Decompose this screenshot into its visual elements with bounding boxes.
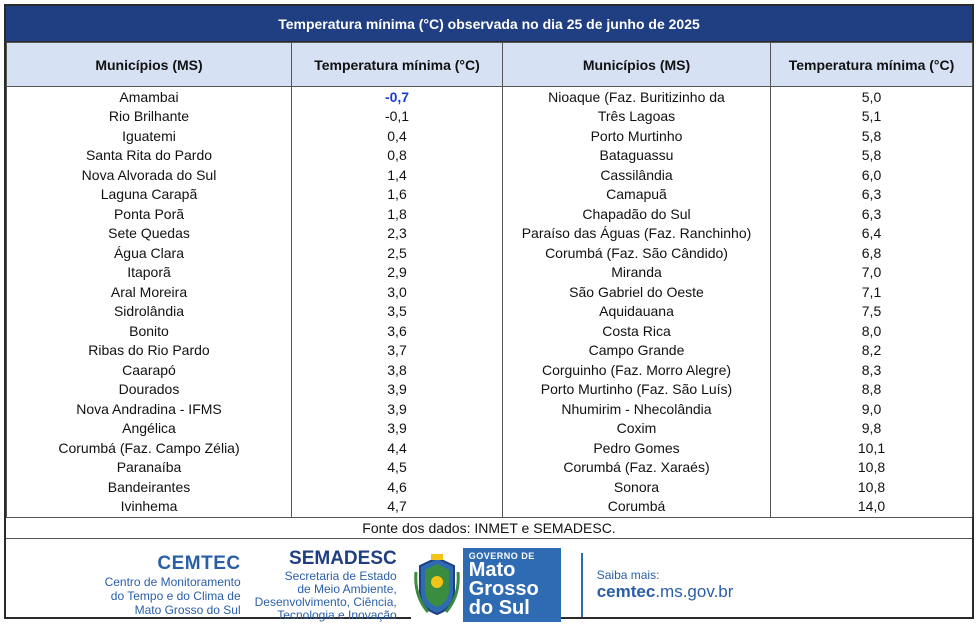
temperature-cell: 5,8 bbox=[771, 127, 973, 147]
municipio-cell: Nioaque (Faz. Buritizinho da bbox=[503, 87, 771, 108]
temperature-cell: 6,3 bbox=[771, 185, 973, 205]
municipio-cell: Coxim bbox=[503, 419, 771, 439]
municipio-cell: São Gabriel do Oeste bbox=[503, 283, 771, 303]
table-row bbox=[7, 497, 973, 517]
municipio-cell: Paraíso das Águas (Faz. Ranchinho) bbox=[503, 224, 771, 244]
table-row bbox=[7, 419, 973, 439]
municipio-cell: Laguna Carapã bbox=[7, 185, 292, 205]
footer-divider bbox=[581, 553, 583, 617]
more-info: Saiba mais: cemtec.ms.gov.br bbox=[596, 567, 734, 601]
temperature-cell: -0,1 bbox=[292, 107, 503, 127]
table-body bbox=[7, 87, 973, 517]
municipio-cell: Corguinho (Faz. Morro Alegre) bbox=[503, 361, 771, 381]
header-temp-right: Temperatura mínima (°C) bbox=[771, 43, 973, 87]
temperature-cell: 6,0 bbox=[771, 166, 973, 186]
temperature-cell: 9,0 bbox=[771, 400, 973, 420]
temperature-cell: 2,5 bbox=[292, 244, 503, 264]
table-row bbox=[7, 380, 973, 400]
temperature-cell: 8,0 bbox=[771, 322, 973, 342]
state-crest-icon bbox=[411, 548, 463, 622]
temperature-cell: 2,3 bbox=[292, 224, 503, 244]
table-row bbox=[7, 400, 973, 420]
temperature-cell: 10,1 bbox=[771, 439, 973, 459]
temperature-cell: 1,8 bbox=[292, 205, 503, 225]
municipio-cell: Corumbá (Faz. Campo Zélia) bbox=[7, 439, 292, 459]
table-row bbox=[7, 224, 973, 244]
municipio-cell: Santa Rita do Pardo bbox=[7, 146, 292, 166]
table-row bbox=[7, 283, 973, 303]
temperature-cell: 10,8 bbox=[771, 458, 973, 478]
temperature-cell: 5,0 bbox=[771, 87, 973, 108]
municipio-cell: Paranaíba bbox=[7, 458, 292, 478]
municipio-cell: Três Lagoas bbox=[503, 107, 771, 127]
municipio-cell: Sonora bbox=[503, 478, 771, 498]
temperature-cell: 4,7 bbox=[292, 497, 503, 517]
temperature-cell: 9,8 bbox=[771, 419, 973, 439]
temperature-cell: 7,5 bbox=[771, 302, 973, 322]
table-row bbox=[7, 322, 973, 342]
table-row bbox=[7, 87, 973, 108]
table-row bbox=[7, 361, 973, 381]
temperature-cell: 1,6 bbox=[292, 185, 503, 205]
municipio-cell: Camapuã bbox=[503, 185, 771, 205]
municipio-cell: Iguatemi bbox=[7, 127, 292, 147]
temperature-cell: 10,8 bbox=[771, 478, 973, 498]
temperature-cell: 1,4 bbox=[292, 166, 503, 186]
temperature-table bbox=[6, 42, 973, 517]
municipio-cell: Cassilândia bbox=[503, 166, 771, 186]
temperature-cell: 3,8 bbox=[292, 361, 503, 381]
header-municipio-right: Municípios (MS) bbox=[503, 43, 771, 87]
header-municipio-left: Municípios (MS) bbox=[7, 43, 292, 87]
municipio-cell: Corumbá (Faz. São Cândido) bbox=[503, 244, 771, 264]
temperature-cell: 4,6 bbox=[292, 478, 503, 498]
table-row bbox=[7, 263, 973, 283]
municipio-cell: Itaporã bbox=[7, 263, 292, 283]
municipio-cell: Dourados bbox=[7, 380, 292, 400]
municipio-cell: Ponta Porã bbox=[7, 205, 292, 225]
municipio-cell: Bandeirantes bbox=[7, 478, 292, 498]
municipio-cell: Nova Andradina - IFMS bbox=[7, 400, 292, 420]
government-logo: GOVERNO DE Mato Grosso do Sul bbox=[411, 548, 561, 622]
municipio-cell: Amambai bbox=[7, 87, 292, 108]
municipio-cell: Nhumirim - Nhecolândia bbox=[503, 400, 771, 420]
temperature-cell: 3,9 bbox=[292, 419, 503, 439]
municipio-cell: Porto Murtinho (Faz. São Luís) bbox=[503, 380, 771, 400]
municipio-cell: Angélica bbox=[7, 419, 292, 439]
municipio-cell: Aral Moreira bbox=[7, 283, 292, 303]
header-temp-left: Temperatura mínima (°C) bbox=[292, 43, 503, 87]
temperature-cell: 3,9 bbox=[292, 380, 503, 400]
table-row bbox=[7, 166, 973, 186]
table-title: Temperatura mínima (°C) observada no dia 25 de junho de 2025 bbox=[6, 6, 972, 42]
table-row bbox=[7, 439, 973, 459]
website-link[interactable]: cemtec.ms.gov.br bbox=[596, 581, 734, 601]
header-row bbox=[7, 43, 973, 87]
municipio-cell: Bonito bbox=[7, 322, 292, 342]
table-row bbox=[7, 205, 973, 225]
municipio-cell: Ivinhema bbox=[7, 497, 292, 517]
cemtec-logo: CEMTEC Centro de Monitoramento do Tempo e do Clima de Mato Grosso do Sul bbox=[104, 552, 241, 617]
temperature-cell: 5,8 bbox=[771, 146, 973, 166]
table-row bbox=[7, 107, 973, 127]
municipio-cell: Miranda bbox=[503, 263, 771, 283]
municipio-cell: Campo Grande bbox=[503, 341, 771, 361]
municipio-cell: Corumbá (Faz. Xaraés) bbox=[503, 458, 771, 478]
table-row bbox=[7, 302, 973, 322]
municipio-cell: Nova Alvorada do Sul bbox=[7, 166, 292, 186]
temperature-cell: 4,5 bbox=[292, 458, 503, 478]
municipio-cell: Costa Rica bbox=[503, 322, 771, 342]
temperature-cell: 3,7 bbox=[292, 341, 503, 361]
table-row bbox=[7, 127, 973, 147]
table-row bbox=[7, 185, 973, 205]
municipio-cell: Pedro Gomes bbox=[503, 439, 771, 459]
table-row bbox=[7, 146, 973, 166]
semadesc-logo: SEMADESC Secretaria de Estado de Meio Ambiente, Desenvolvimento, Ciência, Tecnologia e Inovação bbox=[254, 547, 397, 622]
table-row bbox=[7, 341, 973, 361]
temperature-cell: 2,9 bbox=[292, 263, 503, 283]
municipio-cell: Aquidauana bbox=[503, 302, 771, 322]
temperature-cell: 8,2 bbox=[771, 341, 973, 361]
temperature-cell: 14,0 bbox=[771, 497, 973, 517]
municipio-cell: Caarapó bbox=[7, 361, 292, 381]
temperature-cell: 6,4 bbox=[771, 224, 973, 244]
municipio-cell: Rio Brilhante bbox=[7, 107, 292, 127]
temperature-cell: 0,8 bbox=[292, 146, 503, 166]
municipio-cell: Chapadão do Sul bbox=[503, 205, 771, 225]
temperature-cell: 3,0 bbox=[292, 283, 503, 303]
municipio-cell: Sete Quedas bbox=[7, 224, 292, 244]
municipio-cell: Água Clara bbox=[7, 244, 292, 264]
temperature-cell: 6,8 bbox=[771, 244, 973, 264]
table-row bbox=[7, 244, 973, 264]
table-row bbox=[7, 458, 973, 478]
municipio-cell: Corumbá bbox=[503, 497, 771, 517]
temperature-cell: 5,1 bbox=[771, 107, 973, 127]
footer bbox=[6, 539, 972, 631]
municipio-cell: Sidrolândia bbox=[7, 302, 292, 322]
data-source: Fonte dos dados: INMET e SEMADESC. bbox=[6, 517, 972, 539]
temperature-cell: 3,6 bbox=[292, 322, 503, 342]
municipio-cell: Bataguassu bbox=[503, 146, 771, 166]
temperature-cell: 7,0 bbox=[771, 263, 973, 283]
report-frame bbox=[4, 4, 974, 622]
temperature-cell: 7,1 bbox=[771, 283, 973, 303]
temperature-cell: 6,3 bbox=[771, 205, 973, 225]
temperature-cell: 3,9 bbox=[292, 400, 503, 420]
municipio-cell: Ribas do Rio Pardo bbox=[7, 341, 292, 361]
table-row bbox=[7, 478, 973, 498]
municipio-cell: Porto Murtinho bbox=[503, 127, 771, 147]
temperature-cell: 4,4 bbox=[292, 439, 503, 459]
temperature-cell: 0,4 bbox=[292, 127, 503, 147]
temperature-cell: 8,3 bbox=[771, 361, 973, 381]
temperature-cell: 3,5 bbox=[292, 302, 503, 322]
temperature-cell: 8,8 bbox=[771, 380, 973, 400]
temperature-cell: -0,7 bbox=[292, 87, 503, 108]
